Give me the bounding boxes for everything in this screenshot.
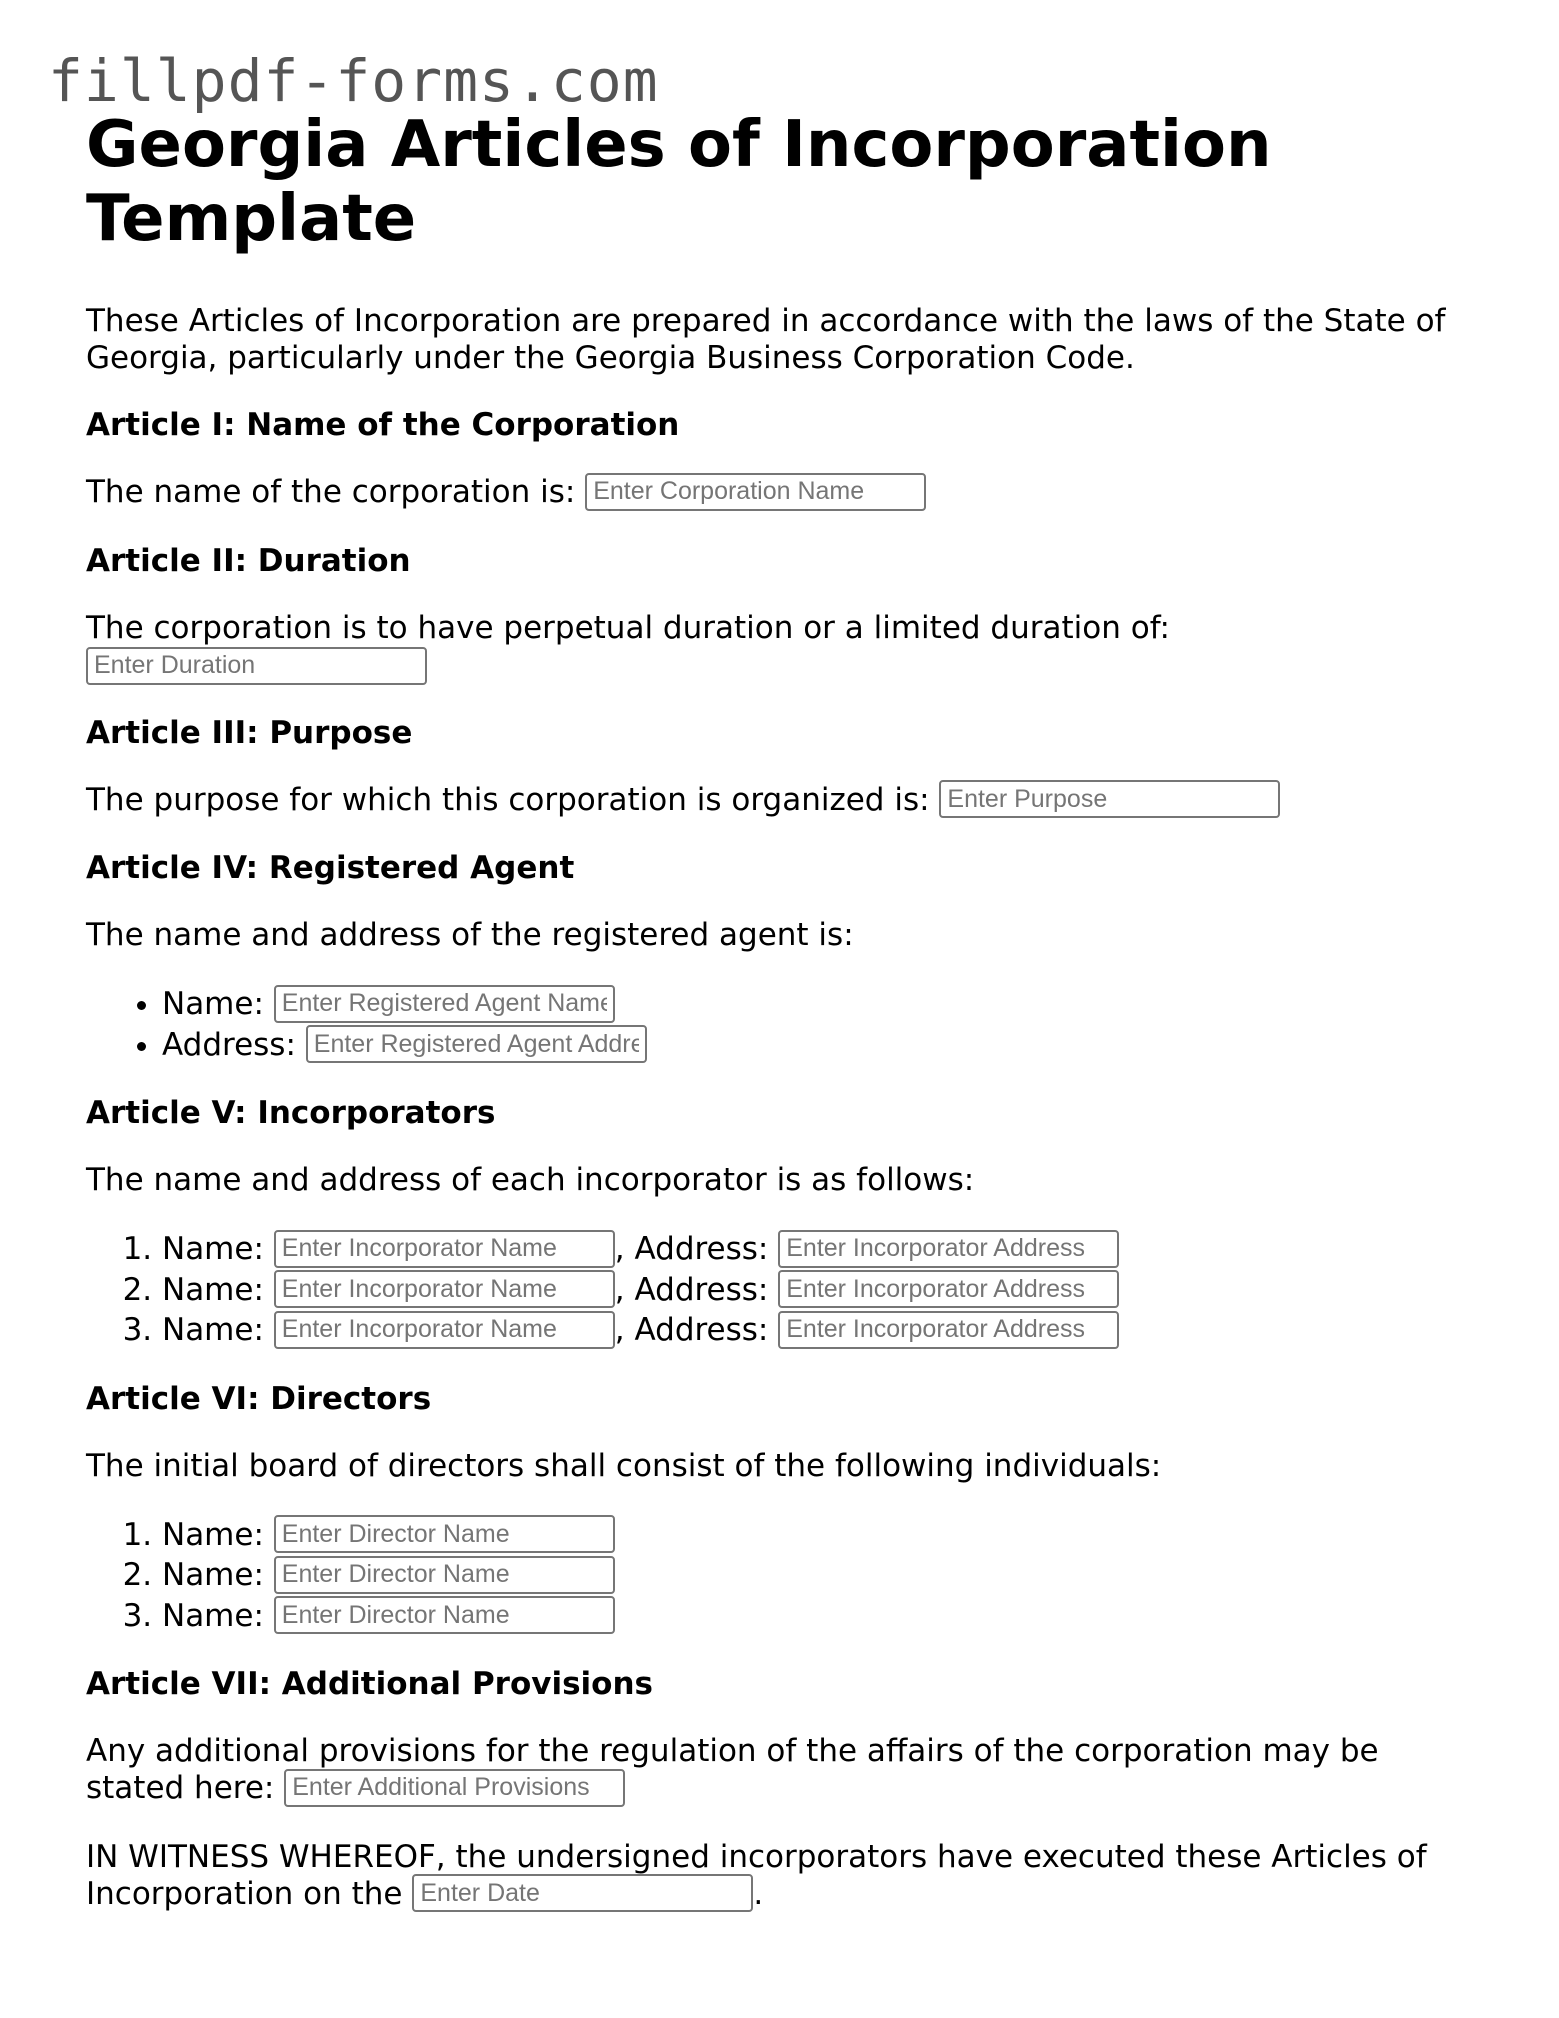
director-name-label: Name: xyxy=(162,1597,264,1634)
list-item xyxy=(162,1270,1486,1311)
article-6-text: The initial board of directors shall consist of the following individuals: xyxy=(86,1447,1162,1484)
director-name-label: Name: xyxy=(162,1557,264,1593)
incorporator-1-name-input[interactable] xyxy=(274,1230,615,1268)
date-input[interactable] xyxy=(412,1874,753,1912)
article-2 xyxy=(86,543,1486,685)
article-7-text xyxy=(86,1733,1486,1809)
incorporator-2-name-input[interactable] xyxy=(274,1270,615,1308)
agent-address-label: Address: xyxy=(162,1026,296,1063)
list-item xyxy=(162,1229,1486,1270)
page-title: Georgia Articles of Incorporation Template xyxy=(86,108,1272,256)
registered-agent-address-input[interactable] xyxy=(306,1025,647,1063)
incorporator-name-label: Name: xyxy=(162,1231,264,1267)
incorporator-address-label: , Address: xyxy=(614,1271,769,1308)
article-7 xyxy=(86,1666,1486,1809)
incorporator-name-label: Name: xyxy=(162,1271,264,1308)
article-5-heading: Article V: Incorporators xyxy=(86,1095,496,1131)
incorporator-name-label: Name: xyxy=(162,1312,264,1348)
agent-name-label: Name: xyxy=(162,986,264,1022)
article-3-label: The purpose for which this corporation is organized is: xyxy=(86,781,930,818)
director-list xyxy=(86,1515,1486,1637)
additional-provisions-input[interactable] xyxy=(284,1769,625,1807)
director-3-name-input[interactable] xyxy=(274,1596,615,1634)
witness-text xyxy=(86,1839,1466,1915)
registered-agent-list xyxy=(86,984,1486,1065)
article-4 xyxy=(86,850,1486,1065)
intro-paragraph: These Articles of Incorporation are prepared in accordance with the laws of the State of Georgia, particularly under the Georgia Business Corporation Code. xyxy=(86,303,1446,376)
article-6-heading: Article VI: Directors xyxy=(86,1380,432,1417)
incorporator-2-address-input[interactable] xyxy=(778,1270,1119,1308)
incorporator-address-label: , Address: xyxy=(614,1312,769,1348)
list-item xyxy=(162,984,1486,1025)
witness-period: . xyxy=(753,1875,764,1912)
list-item xyxy=(162,1310,1486,1351)
article-2-heading: Article II: Duration xyxy=(86,542,411,579)
article-3-text xyxy=(86,782,1486,821)
watermark: fillpdf-forms.com xyxy=(48,47,659,115)
corporation-name-input[interactable] xyxy=(585,473,926,511)
article-3 xyxy=(86,715,1486,821)
duration-input[interactable] xyxy=(86,647,427,685)
article-1-heading: Article I: Name of the Corporation xyxy=(86,407,680,443)
list-item xyxy=(162,1596,1486,1637)
registered-agent-name-input[interactable] xyxy=(274,985,615,1023)
list-item xyxy=(162,1025,1486,1066)
article-4-text: The name and address of the registered agent is: xyxy=(86,917,854,953)
incorporator-list xyxy=(86,1229,1486,1351)
article-7-label: Any additional provisions for the regulation of the affairs of the corporation may be stated here: xyxy=(86,1733,1379,1806)
incorporator-address-label: , Address: xyxy=(614,1231,769,1267)
document-page xyxy=(86,108,1486,1914)
director-name-label: Name: xyxy=(162,1516,264,1553)
article-3-heading: Article III: Purpose xyxy=(86,714,413,751)
article-1-label: The name of the corporation is: xyxy=(86,474,576,510)
director-2-name-input[interactable] xyxy=(274,1556,615,1594)
article-7-heading: Article VII: Additional Provisions xyxy=(86,1666,653,1702)
list-item xyxy=(162,1555,1486,1596)
article-6 xyxy=(86,1381,1486,1637)
purpose-input[interactable] xyxy=(939,780,1280,818)
witness-clause xyxy=(86,1839,1486,1915)
list-item xyxy=(162,1515,1486,1556)
witness-label: IN WITNESS WHEREOF, the undersigned incorporators have executed these Articles of Incorporation on the xyxy=(86,1838,1427,1912)
article-1 xyxy=(86,407,1486,513)
article-1-text xyxy=(86,474,1486,513)
article-2-text: The corporation is to have perpetual duration or a limited duration of: xyxy=(86,609,1170,646)
incorporator-3-name-input[interactable] xyxy=(274,1311,615,1349)
article-5-text: The name and address of each incorporator is as follows: xyxy=(86,1162,975,1198)
incorporator-1-address-input[interactable] xyxy=(778,1230,1119,1268)
article-5 xyxy=(86,1095,1486,1351)
director-1-name-input[interactable] xyxy=(274,1515,615,1553)
incorporator-3-address-input[interactable] xyxy=(778,1311,1119,1349)
article-4-heading: Article IV: Registered Agent xyxy=(86,850,575,886)
